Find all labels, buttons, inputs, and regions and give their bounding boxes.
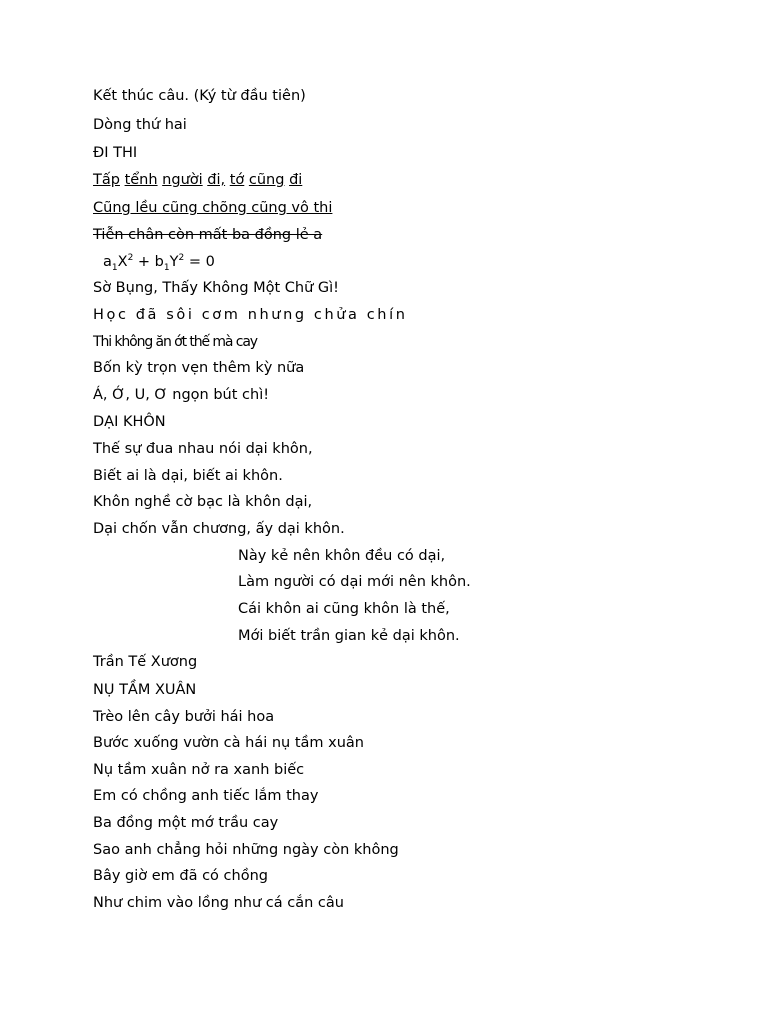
underlined-word: cũng [248, 172, 285, 188]
line-strikethrough: Tiễn chân còn mất ba đồng lẻ a [93, 227, 323, 243]
poem-line: Thế sự đua nhau nói dại khôn, [93, 441, 313, 457]
line-underlined-full: Cũng lều cũng chõng cũng vô thi [93, 200, 333, 216]
poem-author: Trần Tế Xương [93, 654, 198, 670]
poem-line: Bước xuống vườn cà hái nụ tầm xuân [93, 735, 364, 751]
line-title-case: Sờ Bụng, Thấy Không Một Chữ Gì! [93, 280, 339, 296]
line-second: Dòng thứ hai [93, 117, 187, 133]
formula-b: b [154, 254, 164, 270]
poem-line-indented: Làm người có dại mới nên khôn. [238, 574, 471, 590]
poem-line: Ba đồng một mớ trầu cay [93, 815, 279, 831]
formula-x: X [117, 254, 128, 270]
poem-line-indented: Này kẻ nên khôn đều có dại, [238, 548, 446, 564]
poem-title-di-thi: ĐI THI [93, 145, 138, 161]
poem-line: Biết ai là dại, biết ai khôn. [93, 468, 283, 484]
formula-y: Y [169, 254, 179, 270]
poem-line: Nụ tầm xuân nở ra xanh biếc [93, 762, 305, 778]
underlined-word: đi, [207, 172, 226, 188]
formula-plus: + [133, 254, 155, 270]
formula-a-subscript: 1 [111, 262, 118, 273]
formula-b-subscript: 1 [163, 262, 170, 273]
line-condensed-spacing: Thi không ăn ớt thế mà cay [93, 334, 257, 350]
poem-line: Khôn nghề cờ bạc là khôn dại, [93, 494, 313, 510]
poem-line: Dại chốn vẫn chương, ấy dại khôn. [93, 521, 345, 537]
poem-line-indented: Mới biết trần gian kẻ dại khôn. [238, 628, 460, 644]
formula-a: a [103, 254, 112, 270]
formula-x-superscript: 2 [127, 253, 134, 264]
poem-line: Bốn kỳ trọn vẹn thêm kỳ nữa [93, 360, 305, 376]
math-formula [103, 253, 215, 271]
formula-y-superscript: 2 [178, 253, 185, 264]
poem-line: Á, Ớ, U, Ơ ngọn bút chì! [93, 387, 270, 403]
underlined-word: người [162, 172, 203, 188]
line-underlined-words [93, 171, 302, 189]
poem-line: Em có chồng anh tiếc lắm thay [93, 788, 319, 804]
poem-title-dai-khon: DẠI KHÔN [93, 414, 166, 430]
poem-line: Bây giờ em đã có chồng [93, 868, 268, 884]
poem-line: Sao anh chẳng hỏi những ngày còn không [93, 842, 399, 858]
line-expanded-spacing: Học đã sôi cơm nhưng chửa chín [93, 307, 408, 323]
poem-title-nu-tam-xuan: NỤ TẦM XUÂN [93, 682, 197, 698]
poem-line: Trèo lên cây bưởi hái hoa [93, 709, 275, 725]
underlined-word: đi [289, 172, 303, 188]
underlined-word: tểnh [124, 172, 158, 188]
formula-equals-zero: = 0 [184, 254, 215, 270]
poem-line-indented: Cái khôn ai cũng khôn là thế, [238, 601, 450, 617]
underlined-word: Tấp [93, 172, 120, 188]
poem-line: Như chim vào lồng như cá cắn câu [93, 895, 344, 911]
line-sentence-end: Kết thúc câu. (Ký từ đầu tiên) [93, 88, 306, 104]
underlined-word: tớ [229, 172, 245, 188]
